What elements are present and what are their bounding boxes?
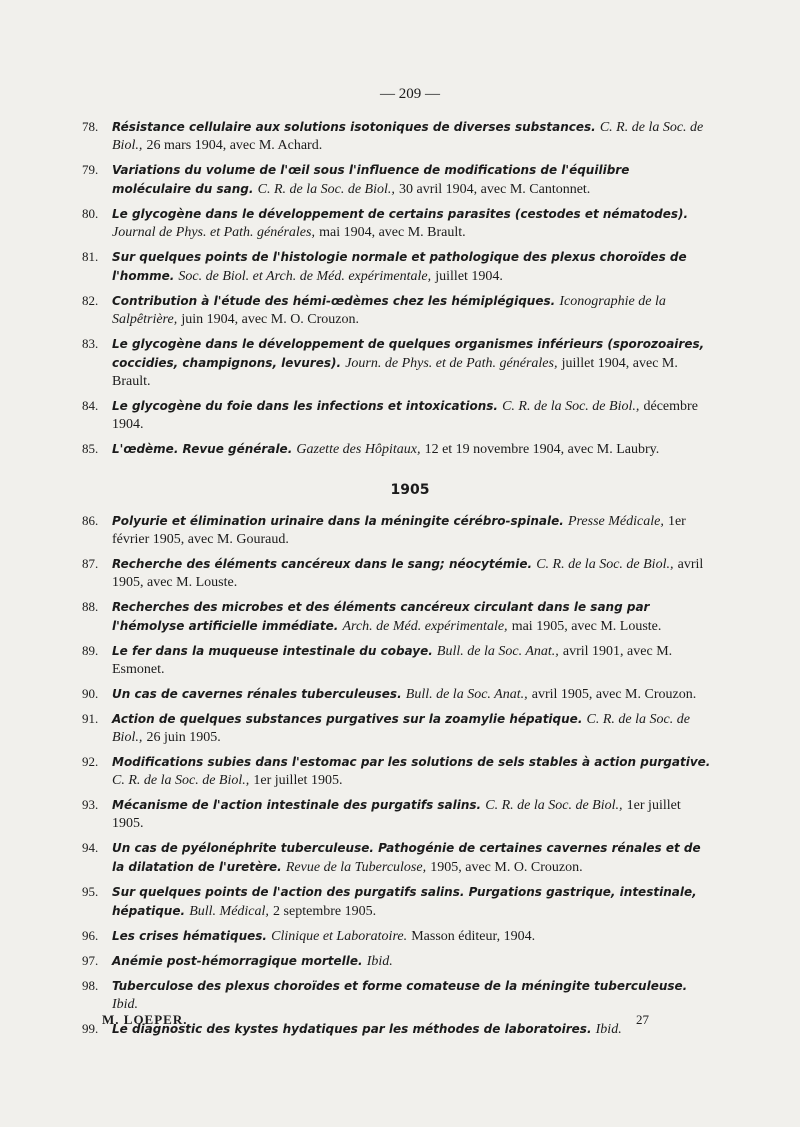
bibliography-list-1905 <box>82 512 712 1045</box>
entry-source: Bull. de la Soc. Anat., <box>405 687 528 702</box>
entry-source: C. R. de la Soc. de Biol., <box>112 712 690 745</box>
entry-source: C. R. de la Soc. de Biol., <box>112 773 250 788</box>
entry-title: Le glycogène dans le développement de certains parasites (cestodes et nématodes). <box>112 207 689 221</box>
entry-details: 30 avril 1904, avec M. Cantonnet. <box>399 182 591 197</box>
entry-title: Le fer dans la muqueuse intestinale du cobaye. <box>112 644 433 658</box>
entry-source: Soc. de Biol. et Arch. de Méd. expérimentale, <box>178 269 432 284</box>
bibliography-entry <box>82 248 712 286</box>
entry-number: 80. <box>82 206 99 221</box>
entry-number: 81. <box>82 249 99 264</box>
entry-title: Résistance cellulaire aux solutions isotoniques de diverses substances. <box>112 120 596 134</box>
entry-source: C. R. de la Soc. de Biol., <box>502 399 640 414</box>
bibliography-entry <box>82 753 712 790</box>
entry-details: mai 1905, avec M. Louste. <box>511 619 662 634</box>
entry-details: mai 1904, avec M. Brault. <box>319 225 466 240</box>
bibliography-entry <box>82 335 712 391</box>
entry-title: Le diagnostic des kystes hydatiques par les méthodes de laboratoires. <box>112 1022 592 1036</box>
entry-source: C. R. de la Soc. de Biol., <box>536 557 674 572</box>
bibliography-entry <box>82 161 712 199</box>
bibliography-entry <box>82 512 712 549</box>
entry-source: Revue de la Tuberculose, <box>285 860 427 875</box>
entry-number: 83. <box>82 336 99 351</box>
entry-number: 78. <box>82 119 99 134</box>
entry-details: avril 1905, avec M. Crouzon. <box>531 687 697 702</box>
entry-title: Le glycogène du foie dans les infections et intoxications. <box>112 399 498 413</box>
bibliography-entry <box>82 927 712 946</box>
bibliography-entry <box>82 598 712 636</box>
entry-details: 1er février 1905, avec M. Gouraud. <box>112 514 686 547</box>
entry-number: 88. <box>82 599 99 614</box>
entry-number: 99. <box>82 1021 99 1036</box>
bibliography-entry <box>82 796 712 833</box>
entry-number: 92. <box>82 754 99 769</box>
entry-source: Presse Médicale, <box>567 514 664 529</box>
entry-title: Le glycogène dans le développement de quelques organismes inférieurs (sporozoaires, coccidies, champignons, levures). <box>112 337 705 370</box>
entry-number: 94. <box>82 840 99 855</box>
entry-title: Modifications subies dans l'estomac par les solutions de sels stables à action purgative. <box>112 755 711 769</box>
entry-details: 2 septembre 1905. <box>273 904 377 919</box>
entry-title: Recherche des éléments cancéreux dans le sang; néocytémie. <box>112 557 533 571</box>
year-heading: 1905 <box>390 482 430 498</box>
entry-title: Les crises hématiques. <box>112 929 267 943</box>
entry-number: 95. <box>82 884 99 899</box>
entry-details: 1905, avec M. O. Crouzon. <box>430 860 583 875</box>
entry-number: 93. <box>82 797 99 812</box>
entry-details: 26 mars 1904, avec M. Achard. <box>146 138 323 153</box>
entry-details: avril 1901, avec M. Esmonet. <box>112 644 673 677</box>
bibliography-entry <box>82 710 712 747</box>
entry-number: 98. <box>82 978 99 993</box>
entry-title: Recherches des microbes et des éléments cancéreux circulant dans le sang par l'hémolyse artificielle immédiate. <box>112 600 650 633</box>
bibliography-entry <box>82 440 712 459</box>
entry-number: 96. <box>82 928 99 943</box>
entry-title: Tuberculose des plexus choroïdes et forme comateuse de la méningite tuberculeuse. <box>112 979 688 993</box>
entry-source: C. R. de la Soc. de Biol., <box>485 798 623 813</box>
entry-details: 12 et 19 novembre 1904, avec M. Laubry. <box>424 442 660 457</box>
bibliography-entry <box>82 118 712 155</box>
entry-title: L'œdème. Revue générale. <box>112 442 293 456</box>
entry-source: Gazette des Hôpitaux, <box>296 442 421 457</box>
entry-title: Un cas de cavernes rénales tuberculeuses. <box>112 687 402 701</box>
entry-details: 1er juillet 1905. <box>112 798 681 831</box>
signature-number: 27 <box>636 1012 649 1027</box>
entry-number: 91. <box>82 711 99 726</box>
bibliography-entry <box>82 977 712 1014</box>
bibliography-entry <box>82 555 712 592</box>
page-number: — 209 — <box>380 86 440 102</box>
entry-title: Mécanisme de l'action intestinale des purgatifs salins. <box>112 798 482 812</box>
entry-number: 87. <box>82 556 99 571</box>
entry-details: décembre 1904. <box>112 399 698 432</box>
entry-details: juin 1904, avec M. O. Crouzon. <box>181 312 360 327</box>
entry-number: 90. <box>82 686 99 701</box>
entry-details: Masson éditeur, 1904. <box>411 929 536 944</box>
entry-number: 79. <box>82 162 99 177</box>
entry-source: C. R. de la Soc. de Biol., <box>112 120 704 153</box>
bibliography-list-1904 <box>82 118 712 465</box>
entry-details: 1er juillet 1905. <box>253 773 343 788</box>
entry-title: Sur quelques points de l'action des purgatifs salins. Purgations gastrique, intestinale, hépatique. <box>112 885 697 918</box>
entry-source: C. R. de la Soc. de Biol., <box>257 182 395 197</box>
entry-number: 86. <box>82 513 99 528</box>
bibliography-entry <box>82 642 712 679</box>
entry-source: Arch. de Méd. expérimentale, <box>342 619 508 634</box>
entry-source: Iconographie de la Salpêtrière, <box>112 294 666 327</box>
entry-number: 97. <box>82 953 99 968</box>
entry-source: Ibid. <box>366 954 393 969</box>
entry-source: Bull. de la Soc. Anat., <box>436 644 559 659</box>
entry-source: Ibid. <box>595 1022 622 1037</box>
entry-source: Journ. de Phys. et de Path. générales, <box>345 356 558 371</box>
bibliography-entry <box>82 685 712 704</box>
entry-source: Journal de Phys. et Path. générales, <box>112 225 315 240</box>
entry-number: 84. <box>82 398 99 413</box>
entry-title: Anémie post-hémorragique mortelle. <box>112 954 363 968</box>
entry-source: Ibid. <box>112 997 139 1012</box>
entry-title: Sur quelques points de l'histologie normale et pathologique des plexus choroïdes de l'homme. <box>112 250 687 283</box>
entry-source: Clinique et Laboratoire. <box>271 929 408 944</box>
entry-number: 85. <box>82 441 99 456</box>
entry-title: Action de quelques substances purgatives sur la zoamylie hépatique. <box>112 712 583 726</box>
bibliography-entry <box>82 883 712 921</box>
entry-title: Variations du volume de l'œil sous l'influence de modifications de l'équilibre moléculaire du sang. <box>112 163 630 196</box>
entry-number: 82. <box>82 293 99 308</box>
entry-title: Polyurie et élimination urinaire dans la méningite cérébro-spinale. <box>112 514 564 528</box>
entry-details: juillet 1904. <box>435 269 503 284</box>
entry-title: Contribution à l'étude des hémi-œdèmes chez les hémiplégiques. <box>112 294 556 308</box>
bibliography-entry <box>82 839 712 877</box>
bibliography-entry <box>82 205 712 242</box>
entry-details: avril 1905, avec M. Louste. <box>112 557 704 590</box>
footer-author: M. LOEPER. <box>102 1012 188 1027</box>
entry-details: 26 juin 1905. <box>146 730 221 745</box>
entry-source: Bull. Médical, <box>189 904 269 919</box>
bibliography-entry <box>82 952 712 971</box>
entry-title: Un cas de pyélonéphrite tuberculeuse. Pathogénie de certaines cavernes rénales et de la dilatation de l'uretère. <box>112 841 701 874</box>
bibliography-entry <box>82 292 712 329</box>
entry-details: juillet 1904, avec M. Brault. <box>112 356 678 389</box>
bibliography-entry <box>82 397 712 434</box>
entry-number: 89. <box>82 643 99 658</box>
